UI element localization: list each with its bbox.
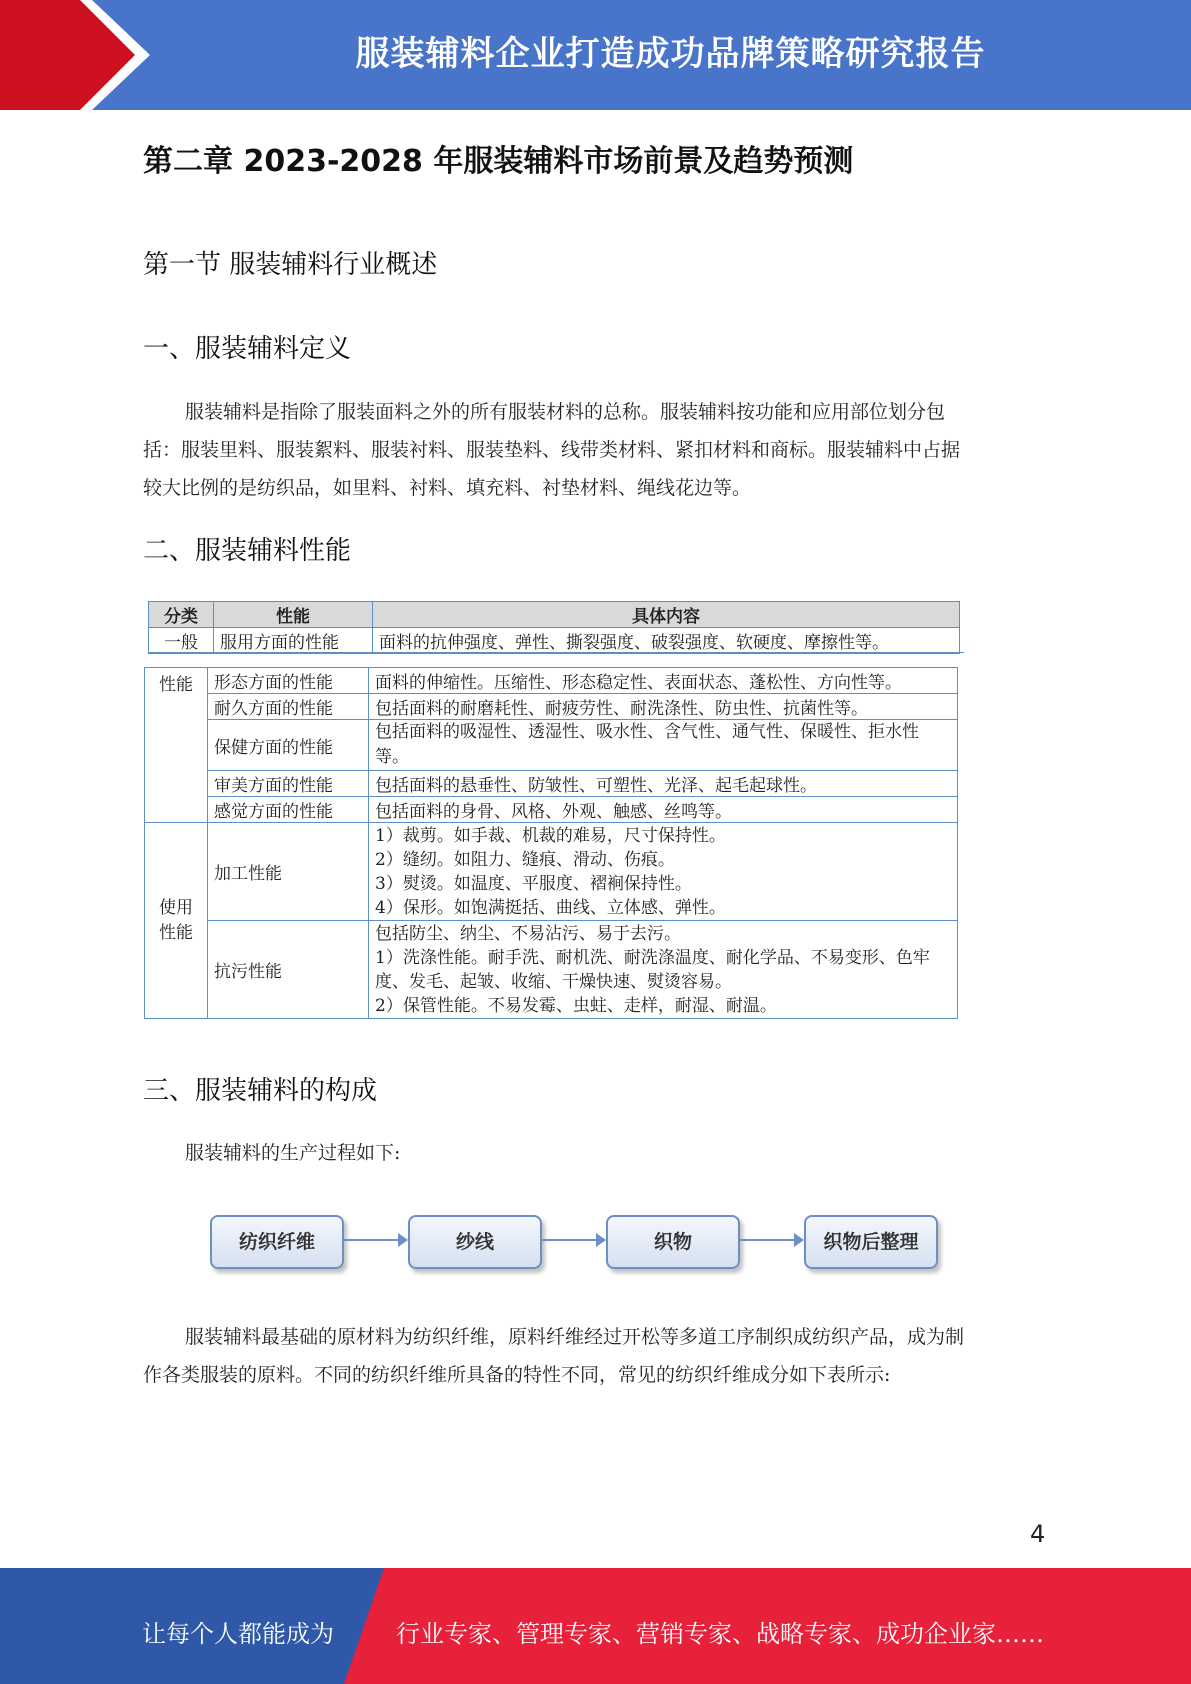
composition-paragraph — [143, 1318, 1048, 1394]
content-line: 2）缝纫。如阻力、缝痕、滑动、伤痕。 — [375, 849, 675, 870]
flow-arrow — [344, 1239, 406, 1241]
composition-intro: 服装辅料的生产过程如下: — [185, 1142, 401, 1164]
definition-heading: 一、服装辅料定义 — [143, 334, 352, 364]
cell-name: 抗污性能 — [208, 921, 369, 1019]
paragraph-line: 作各类服装的原料。不同的纺织纤维所具备的特性不同，常见的纺织纤维成分如下表所示: — [143, 1364, 891, 1386]
cell-content: 包括面料的身骨、风格、外观、触感、丝鸣等。 — [369, 797, 958, 823]
performance-table-top — [148, 601, 960, 654]
flow-step-fabric: 织物 — [606, 1215, 740, 1269]
paragraph-line: 服装辅料是指除了服装面料之外的所有服装材料的总称。服装辅料按功能和应用部位划分包 — [185, 401, 946, 423]
cell-name: 感觉方面的性能 — [208, 797, 369, 823]
paragraph-line: 括：服装里料、服装絮料、服装衬料、服装垫料、线带类材料、紧扣材料和商标。服装辅料中占据 — [143, 439, 961, 461]
cell-content: 面料的伸缩性。压缩性、形态稳定性、表面状态、蓬松性、方向性等。 — [369, 668, 958, 694]
cell-content: 包括面料的悬垂性、防皱性、可塑性、光泽、起毛起球性。 — [369, 771, 958, 797]
chapter-heading: 第二章 2023-2028 年服装辅料市场前景及趋势预测 — [143, 144, 854, 179]
definition-paragraph — [143, 393, 1048, 507]
section-heading: 第一节 服装辅料行业概述 — [143, 250, 438, 280]
cell-name: 耐久方面的性能 — [208, 694, 369, 720]
paragraph-line: 服装辅料最基础的原材料为纺织纤维，原料纤维经过开松等多道工序制织成纺织产品，成为制 — [185, 1326, 965, 1348]
cell-content: 包括面料的吸湿性、透湿性、吸水性、含气性、通气性、保暖性、拒水性等。 — [369, 720, 958, 771]
cell-content: 包括面料的耐磨耗性、耐疲劳性、耐洗涤性、防虫性、抗菌性等。 — [369, 694, 958, 720]
report-title: 服装辅料企业打造成功品牌策略研究报告 — [355, 34, 986, 74]
content-line: 3）熨烫。如温度、平服度、褶裥保持性。 — [375, 873, 692, 894]
flow-step-finishing: 织物后整理 — [804, 1215, 938, 1269]
flow-step-fiber: 纺织纤维 — [210, 1215, 344, 1269]
flow-arrow — [740, 1239, 802, 1241]
flow-step-yarn: 纱线 — [408, 1215, 542, 1269]
production-flow — [210, 1215, 940, 1275]
cell-category: 性能 — [145, 668, 208, 823]
content-line: 包括防尘、纳尘、不易沾污、易于去污。 — [375, 923, 681, 944]
cell-name: 加工性能 — [208, 823, 369, 921]
header-red-arrow — [0, 0, 150, 110]
header-category: 分类 — [149, 602, 214, 628]
category-line: 性能 — [159, 922, 193, 943]
content-line: 2）保管性能。不易发霉、虫蛀、走样，耐湿、耐温。 — [375, 995, 777, 1016]
composition-heading: 三、服装辅料的构成 — [143, 1076, 378, 1106]
content-line: 4）保形。如饱满挺括、曲线、立体感、弹性。 — [375, 897, 726, 918]
cell-name: 审美方面的性能 — [208, 771, 369, 797]
cell-category — [145, 823, 208, 1019]
content-line: 1）裁剪。如手裁、机裁的难易，尺寸保持性。 — [375, 825, 726, 846]
cell-name: 保健方面的性能 — [208, 720, 369, 771]
performance-table-bottom — [144, 667, 958, 1019]
page-header — [0, 0, 1191, 110]
header-performance: 性能 — [214, 602, 373, 628]
flow-arrow — [542, 1239, 604, 1241]
content-line: 1）洗涤性能。耐手洗、耐机洗、耐洗涤温度、耐化学品、不易变形、色牢度、发毛、起皱、收缩、干燥快速、熨烫容易。 — [375, 947, 930, 992]
cell-content: 面料的抗伸强度、弹性、撕裂强度、破裂强度、软硬度、摩擦性等。 — [373, 628, 960, 654]
footer-slogan-right: 行业专家、管理专家、营销专家、战略专家、成功企业家…… — [396, 1620, 1044, 1648]
footer-slogan-left: 让每个人都能成为 — [142, 1620, 334, 1648]
cell-content — [369, 921, 958, 1019]
cell-name: 形态方面的性能 — [208, 668, 369, 694]
header-content: 具体内容 — [373, 602, 960, 628]
cell-content — [369, 823, 958, 921]
cell-name: 服用方面的性能 — [214, 628, 373, 654]
page-number: 4 — [1030, 1520, 1046, 1548]
category-line: 使用 — [159, 897, 193, 918]
table-divider — [148, 652, 964, 653]
cell-category: 一般 — [149, 628, 214, 654]
paragraph-line: 较大比例的是纺织品，如里料、衬料、填充料、衬垫材料、绳线花边等。 — [143, 477, 752, 499]
performance-heading: 二、服装辅料性能 — [143, 536, 352, 566]
